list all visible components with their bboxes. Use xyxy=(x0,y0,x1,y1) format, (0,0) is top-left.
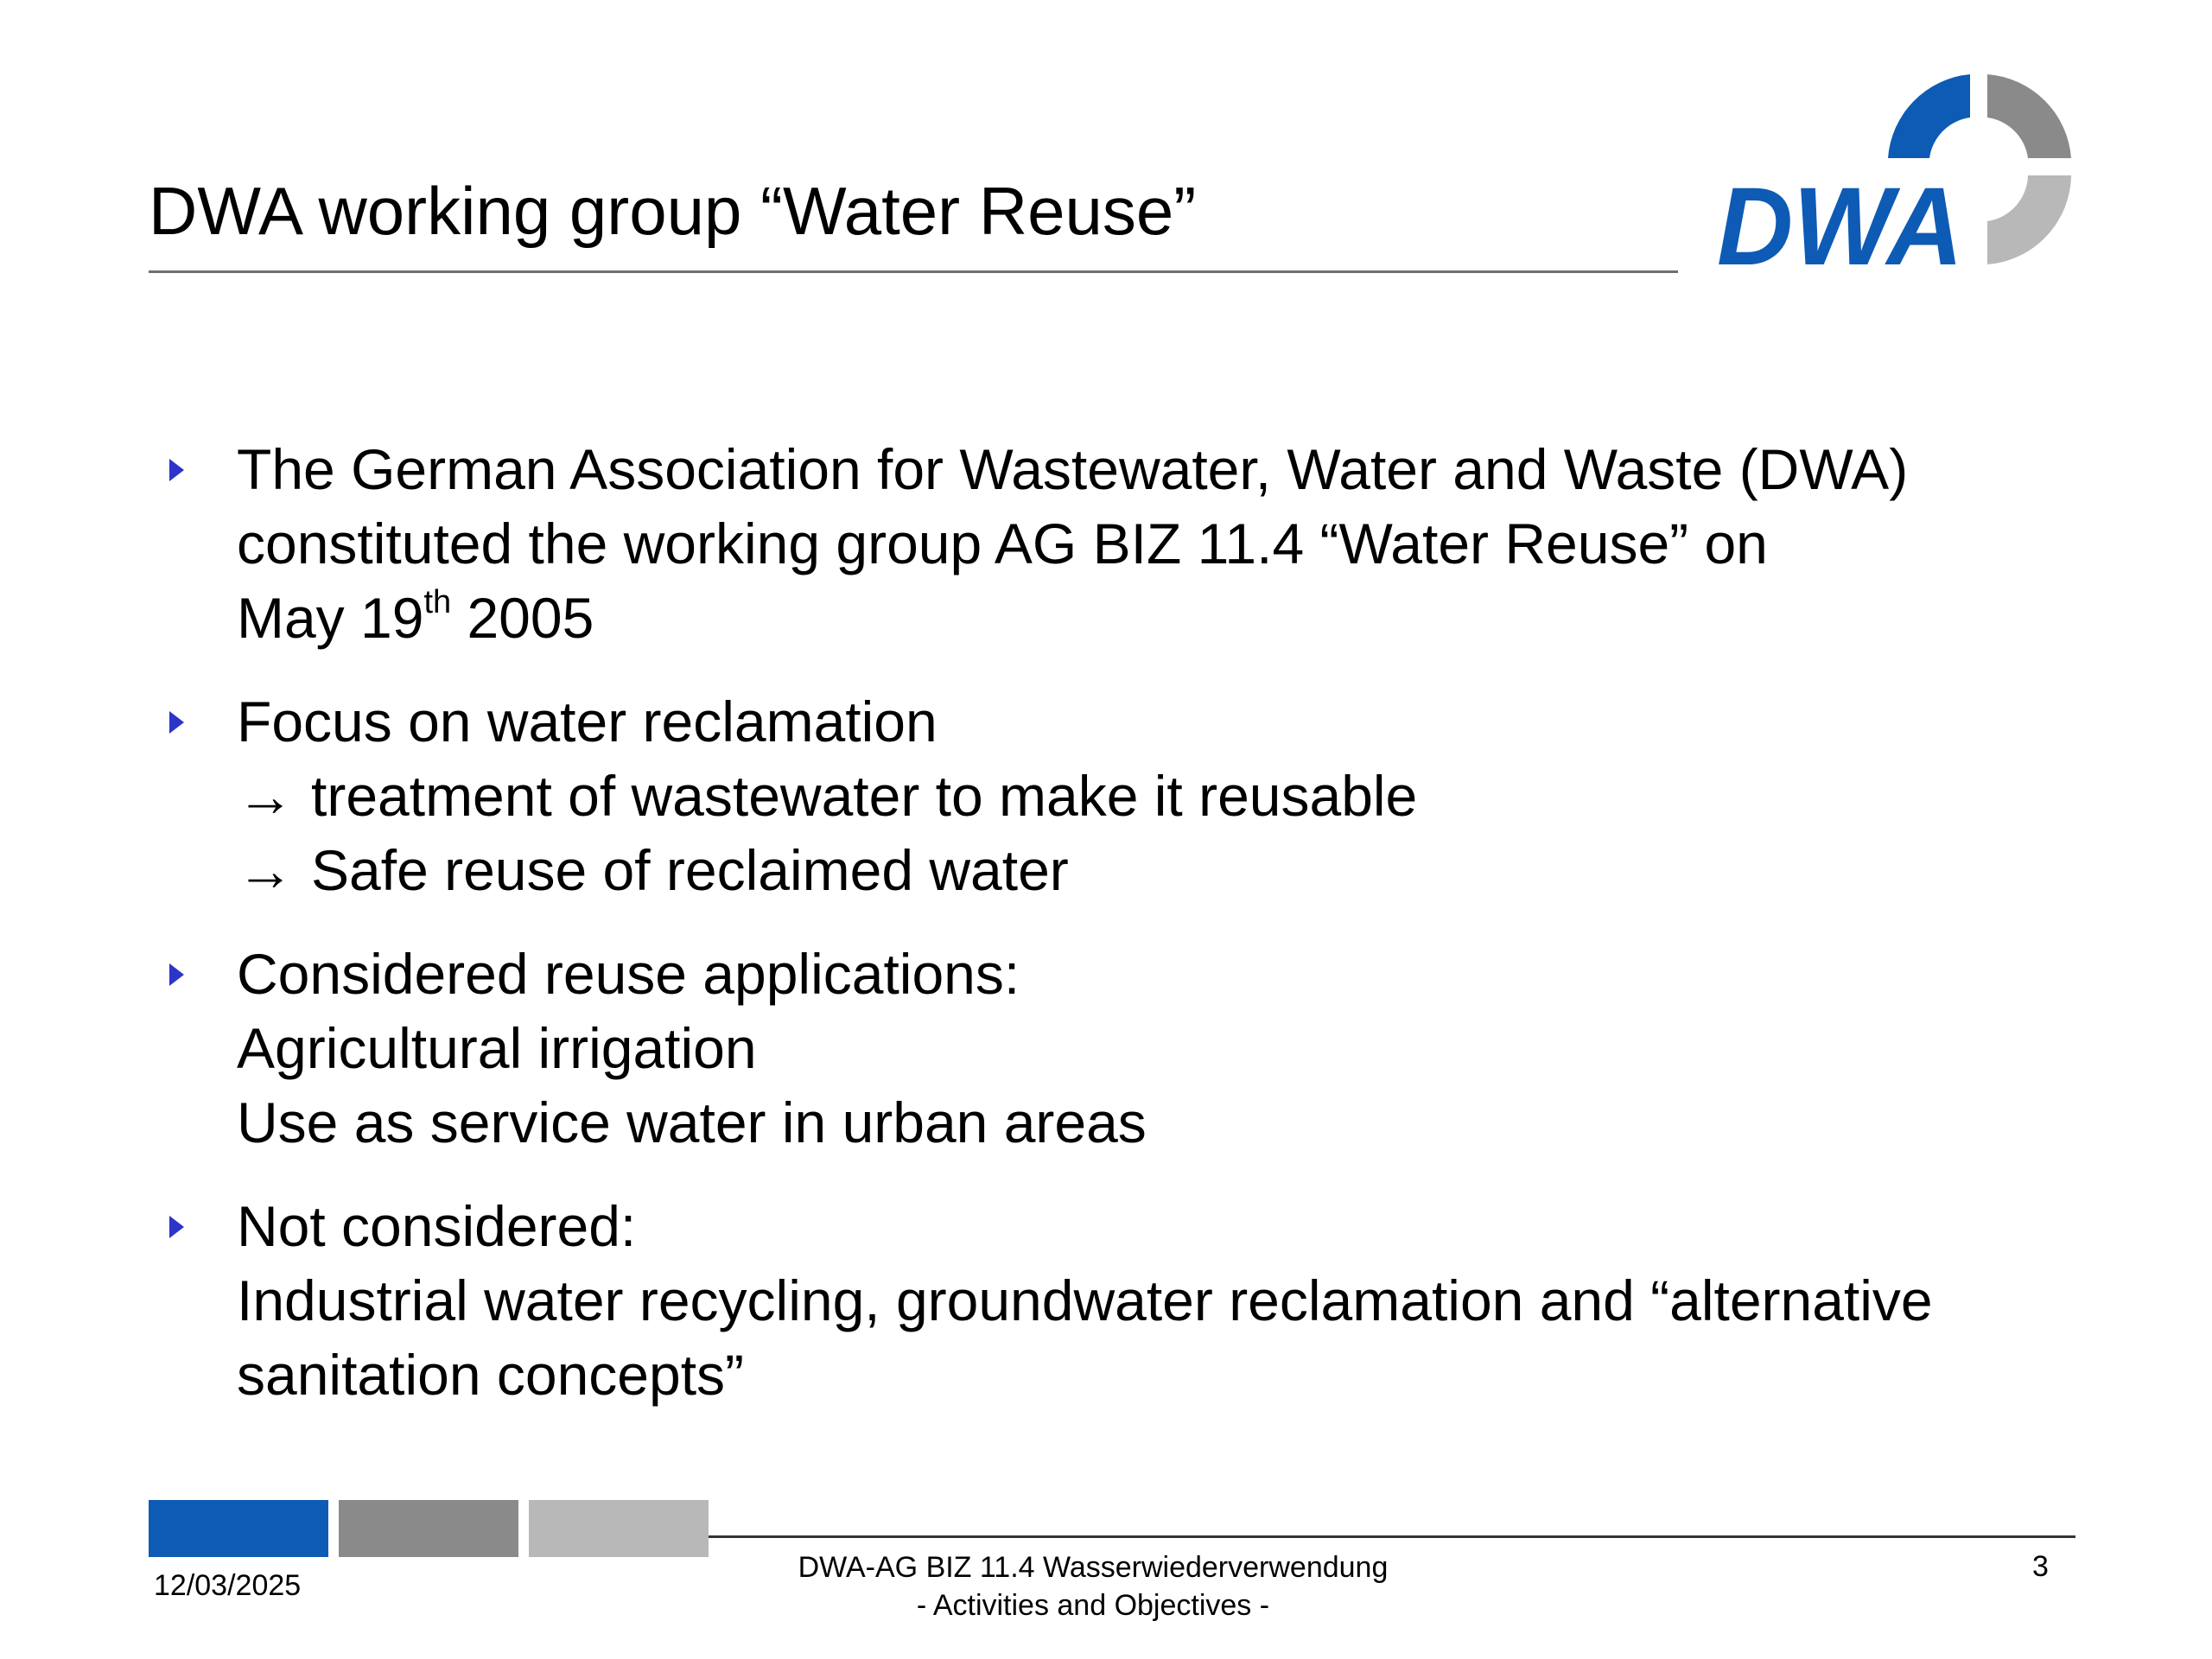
right-arrow-icon: → xyxy=(237,838,294,902)
arrow-line-text: treatment of wastewater to make it reusable xyxy=(311,764,1418,828)
footer-block-blue xyxy=(149,1500,328,1557)
date-suffix: 2005 xyxy=(451,586,594,650)
date-ordinal: th xyxy=(423,584,452,620)
bullet-line: The German Association for Wastewater, Water and Waste (DWA) xyxy=(237,437,1909,501)
arrow-line-text: Safe reuse of reclaimed water xyxy=(311,838,1069,902)
bullet-line: sanitation concepts” xyxy=(237,1343,745,1407)
footer-date: 12/03/2025 xyxy=(154,1569,302,1602)
slide-title: DWA working group “Water Reuse” xyxy=(149,173,1197,249)
footer-caption xyxy=(782,1548,1404,1624)
logo-dark-gray-arc xyxy=(1987,74,2071,158)
dwa-logo xyxy=(1715,67,2087,275)
bullet-line: Not considered: xyxy=(237,1194,637,1258)
bullet-arrow-icon xyxy=(169,711,184,734)
right-arrow-icon: → xyxy=(237,764,294,828)
logo-blue-arc xyxy=(1888,74,1970,158)
bullet-line: constituted the working group AG BIZ 11.4 “Water Reuse” on xyxy=(237,512,1768,575)
title-underline xyxy=(149,270,1678,273)
bullet-date-line xyxy=(237,581,2113,655)
footer-rule xyxy=(709,1535,2075,1538)
footer-caption-line1: DWA-AG BIZ 11.4 Wasserwiederverwendung xyxy=(798,1551,1389,1584)
bullet-line: Focus on water reclamation xyxy=(237,690,938,753)
footer-block-dark-gray xyxy=(339,1500,518,1557)
page-number: 3 xyxy=(2032,1550,2049,1583)
logo-text: DWA xyxy=(1717,165,1963,275)
footer-caption-line2: - Activities and Objectives - xyxy=(916,1589,1270,1622)
bullet-list xyxy=(169,432,2113,1441)
bullet-line: Industrial water recycling, groundwater reclamation and “alternative xyxy=(237,1268,1933,1332)
bullet-item-not-considered xyxy=(169,1189,2113,1412)
bullet-arrow-icon xyxy=(169,1216,184,1238)
logo-light-gray-arc xyxy=(1987,175,2071,264)
bullet-arrow-icon xyxy=(169,459,184,481)
bullet-line: Considered reuse applications: xyxy=(237,942,1020,1006)
footer-block-light-gray xyxy=(529,1500,709,1557)
bullet-arrow-icon xyxy=(169,963,184,986)
bullet-arrow-line xyxy=(237,759,2113,833)
bullet-line: Use as service water in urban areas xyxy=(237,1090,1147,1154)
bullet-arrow-line xyxy=(237,833,2113,907)
date-prefix: May 19 xyxy=(237,586,424,650)
bullet-item-dwa-association xyxy=(169,432,2113,655)
bullet-line: Agricultural irrigation xyxy=(237,1016,757,1080)
bullet-item-considered xyxy=(169,937,2113,1160)
bullet-item-focus xyxy=(169,684,2113,907)
